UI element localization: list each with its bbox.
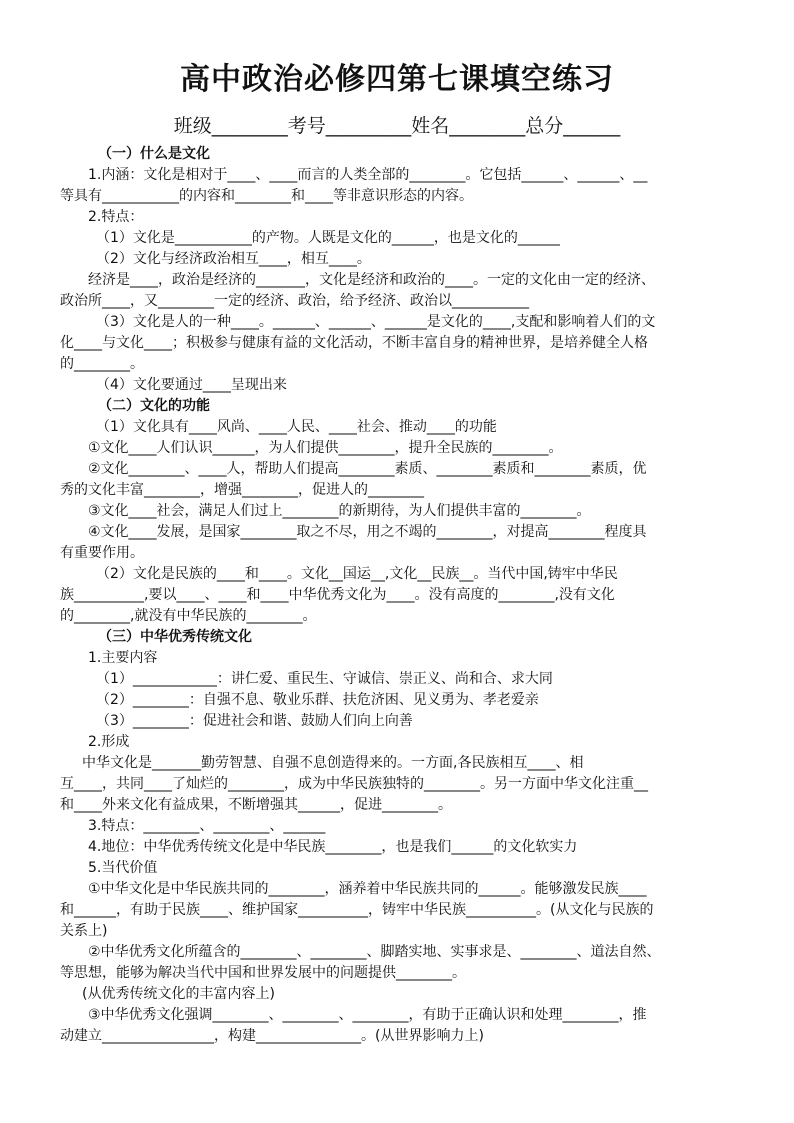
text-line: （2）________：自强不息、敬业乐群、扶危济困、见义勇为、孝老爱亲	[96, 692, 539, 708]
text-line: ①中华文化是中华民族共同的________，涵养着中华民族共同的______。能够激发民族____	[88, 881, 647, 897]
text-line: （1）文化是___________的产物。人既是文化的______，也是文化的______	[96, 230, 560, 246]
text-line: 族__________,要以____、____和____中华优秀文化为____。没有高度的________,没有文化	[60, 587, 615, 603]
text-line: 经济是____，政治是经济的_______，文化是经济和政治的____。一定的文化由一定的经济、	[88, 272, 655, 288]
text-line: ③文化____社会，满足人们过上________的新期待，为人们提供丰富的________。	[88, 503, 591, 519]
text-line: ④文化____发展，是国家________取之不尽，用之不竭的________，对提高________程度具	[88, 524, 647, 540]
text-line: 1.内涵：文化是相对于____、____而言的人类全部的________。它包括______、______、__	[88, 167, 648, 183]
text-line: 3.特点：________、________、______	[88, 818, 326, 834]
text-line: ③中华优秀文化强调________、________、________，有助于正确认识和处理________，推	[88, 1007, 647, 1023]
section-heading: （一）什么是文化	[98, 146, 210, 162]
text-line: 政治所____，又________一定的经济、政治，给予经济、政治以___________	[60, 293, 529, 309]
text-line: （4）文化要通过____呈现出来	[96, 377, 287, 393]
text-line: 关系上)	[60, 923, 108, 939]
text-line: 的________。	[60, 356, 144, 372]
text-line: 和______，有助于民族____、维护国家__________，铸牢中华民族__________。(从文化与民族的	[60, 902, 654, 918]
text-line: 等思想，能够为解决当代中国和世界发展中的问题提供________。	[60, 965, 466, 981]
text-line: 秀的文化丰富________，增强________，促进人的________	[60, 482, 424, 498]
text-line: 动建立________________，构建_______________。(从世界影响力上)	[60, 1028, 484, 1044]
text-line: 和____外来文化有益成果，不断增强其______，促进________。	[60, 797, 452, 813]
section-heading: （二）文化的功能	[98, 398, 210, 414]
text-line: 中华文化是_______勤劳智慧、自强不息创造得来的。一方面,各民族相互____、相	[82, 755, 584, 771]
section-heading: （三）中华优秀传统文化	[98, 629, 252, 645]
text-line: （3）________：促进社会和谐、鼓励人们向上向善	[96, 713, 413, 729]
text-line: 互____，共同____了灿烂的________，成为中华民族独特的________。另一方面中华文化注重__	[60, 776, 648, 792]
text-line: （3）文化是人的一种____。______、______、______是文化的____,支配和影响着人们的文	[96, 314, 656, 330]
text-line: 5.当代价值	[88, 860, 158, 876]
text-line: 的________,就没有中华民族的________。	[60, 608, 317, 624]
text-line: 2.形成	[88, 734, 130, 750]
worksheet-body	[60, 144, 740, 1047]
page-title: 高中政治必修四第七课填空练习	[180, 62, 614, 97]
text-line: (从优秀传统文化的丰富内容上)	[82, 986, 275, 1002]
text-line: 2.特点：	[88, 209, 144, 225]
text-line: 4.地位：中华优秀传统文化是中华民族________，也是我们______的文化软实力	[88, 839, 578, 855]
text-line: 有重要作用。	[60, 545, 144, 561]
student-info-line: 班级________考号_________姓名________总分______	[173, 115, 621, 137]
text-line: （2）文化是民族的____和____。文化__国运__,文化__民族__。当代中国,铸牢中华民	[96, 566, 618, 582]
text-line: 等具有___________的内容和________和____等非意识形态的内容。	[60, 188, 473, 204]
text-line: （1）____________：讲仁爱、重民生、守诚信、崇正义、尚和合、求大同	[96, 671, 553, 687]
text-line: ①文化____人们认识______，为人们提供________，提升全民族的________。	[88, 440, 563, 456]
text-line: （2）文化与经济政治相互____，相互____。	[96, 251, 371, 267]
text-line: ②中华优秀文化所蕴含的________、________、脚踏实地、实事求是、________、道法自然、	[88, 944, 661, 960]
text-line: 化____与文化____；积极参与健康有益的文化活动，不断丰富自身的精神世界，是培养健全人格	[60, 335, 648, 351]
text-line: （1）文化具有____风尚、____人民、____社会、推动____的功能	[96, 419, 497, 435]
text-line: ②文化________、____人，帮助人们提高________素质、________素质和________素质，优	[88, 461, 647, 477]
text-line: 1.主要内容	[88, 650, 158, 666]
